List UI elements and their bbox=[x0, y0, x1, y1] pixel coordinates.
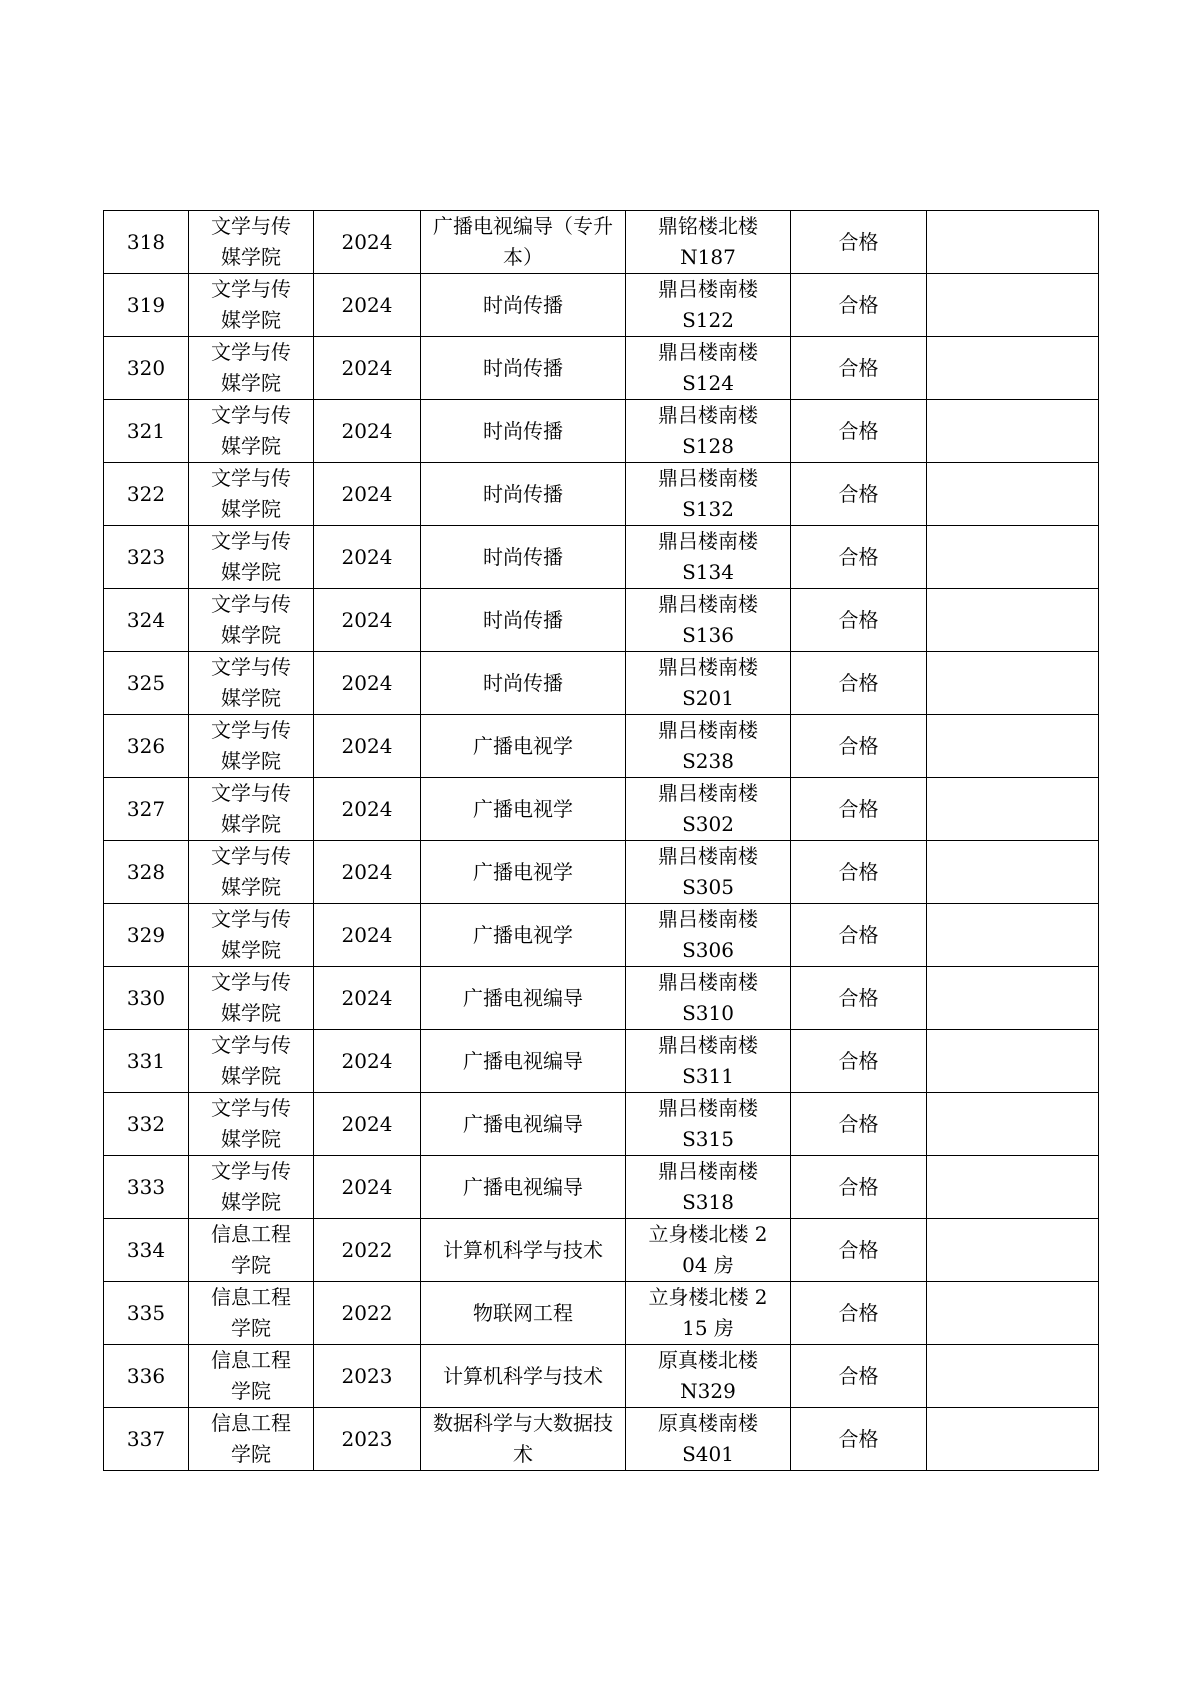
table-row bbox=[104, 1345, 1099, 1408]
year-text: 2024 bbox=[341, 733, 393, 758]
room-cell bbox=[626, 337, 791, 400]
year-text: 2022 bbox=[341, 1300, 393, 1325]
table-row bbox=[104, 1093, 1099, 1156]
major-text: 计算机科学与技术 bbox=[443, 1237, 603, 1262]
result-text: 合格 bbox=[838, 229, 879, 254]
major-text: 广播电视编导 bbox=[463, 1111, 583, 1136]
year-text: 2024 bbox=[341, 922, 393, 947]
college-text: 文学与传媒学院 bbox=[211, 844, 291, 899]
room-text: 原真楼北楼 N329 bbox=[658, 1348, 758, 1403]
major-text: 广播电视编导（专升本） bbox=[433, 214, 613, 269]
result-cell bbox=[791, 1156, 927, 1219]
year-cell bbox=[314, 841, 421, 904]
room-cell bbox=[626, 463, 791, 526]
result-cell bbox=[791, 526, 927, 589]
room-text: 立身楼北楼 215 房 bbox=[648, 1285, 768, 1340]
room-text: 立身楼北楼 204 房 bbox=[648, 1222, 768, 1277]
table-row bbox=[104, 904, 1099, 967]
year-text: 2023 bbox=[341, 1363, 393, 1388]
result-cell bbox=[791, 589, 927, 652]
major-cell bbox=[421, 652, 626, 715]
major-text: 时尚传播 bbox=[483, 544, 563, 569]
major-text: 物联网工程 bbox=[473, 1300, 573, 1325]
college-text: 文学与传媒学院 bbox=[211, 781, 291, 836]
remark-cell bbox=[927, 1408, 1099, 1471]
college-text: 文学与传媒学院 bbox=[211, 340, 291, 395]
remark-cell bbox=[927, 1030, 1099, 1093]
major-text: 时尚传播 bbox=[483, 292, 563, 317]
room-cell bbox=[626, 589, 791, 652]
table-row bbox=[104, 1156, 1099, 1219]
major-cell bbox=[421, 715, 626, 778]
row-number-text: 321 bbox=[126, 418, 166, 443]
college-cell bbox=[189, 652, 314, 715]
remark-cell bbox=[927, 337, 1099, 400]
remark-cell bbox=[927, 1219, 1099, 1282]
major-text: 时尚传播 bbox=[483, 481, 563, 506]
room-text: 鼎吕楼南楼 S134 bbox=[658, 529, 758, 584]
year-cell bbox=[314, 1156, 421, 1219]
year-text: 2024 bbox=[341, 418, 393, 443]
year-text: 2024 bbox=[341, 355, 393, 380]
table-row bbox=[104, 589, 1099, 652]
table-row bbox=[104, 337, 1099, 400]
remark-cell bbox=[927, 1282, 1099, 1345]
remark-cell bbox=[927, 715, 1099, 778]
row-number-text: 324 bbox=[126, 607, 166, 632]
room-cell bbox=[626, 967, 791, 1030]
year-cell bbox=[314, 967, 421, 1030]
college-cell bbox=[189, 1219, 314, 1282]
row-number-cell bbox=[104, 1408, 189, 1471]
major-text: 广播电视学 bbox=[473, 733, 573, 758]
college-cell bbox=[189, 526, 314, 589]
result-text: 合格 bbox=[838, 1048, 879, 1073]
row-number-text: 336 bbox=[126, 1363, 166, 1388]
year-cell bbox=[314, 1093, 421, 1156]
room-text: 鼎吕楼南楼 S136 bbox=[658, 592, 758, 647]
row-number-text: 326 bbox=[126, 733, 166, 758]
result-text: 合格 bbox=[838, 1111, 879, 1136]
major-text: 广播电视编导 bbox=[463, 1174, 583, 1199]
year-cell bbox=[314, 211, 421, 274]
major-cell bbox=[421, 1282, 626, 1345]
room-cell bbox=[626, 1156, 791, 1219]
room-text: 鼎吕楼南楼 S315 bbox=[658, 1096, 758, 1151]
row-number-text: 320 bbox=[126, 355, 166, 380]
result-text: 合格 bbox=[838, 1363, 879, 1388]
college-cell bbox=[189, 904, 314, 967]
result-cell bbox=[791, 1219, 927, 1282]
row-number-cell bbox=[104, 589, 189, 652]
room-text: 鼎铭楼北楼 N187 bbox=[658, 214, 758, 269]
room-text: 鼎吕楼南楼 S128 bbox=[658, 403, 758, 458]
table-row bbox=[104, 841, 1099, 904]
college-cell bbox=[189, 1156, 314, 1219]
result-text: 合格 bbox=[838, 1237, 879, 1262]
year-cell bbox=[314, 652, 421, 715]
remark-cell bbox=[927, 400, 1099, 463]
room-cell bbox=[626, 211, 791, 274]
college-cell bbox=[189, 1030, 314, 1093]
major-cell bbox=[421, 274, 626, 337]
result-text: 合格 bbox=[838, 859, 879, 884]
room-text: 鼎吕楼南楼 S132 bbox=[658, 466, 758, 521]
room-cell bbox=[626, 904, 791, 967]
remark-cell bbox=[927, 211, 1099, 274]
table-row bbox=[104, 274, 1099, 337]
result-text: 合格 bbox=[838, 1174, 879, 1199]
college-text: 信息工程学院 bbox=[211, 1411, 291, 1466]
major-cell bbox=[421, 211, 626, 274]
result-cell bbox=[791, 211, 927, 274]
major-cell bbox=[421, 967, 626, 1030]
college-text: 信息工程学院 bbox=[211, 1285, 291, 1340]
college-text: 文学与传媒学院 bbox=[211, 1033, 291, 1088]
year-cell bbox=[314, 778, 421, 841]
row-number-text: 322 bbox=[126, 481, 166, 506]
year-text: 2024 bbox=[341, 481, 393, 506]
table-row bbox=[104, 211, 1099, 274]
table-row bbox=[104, 1408, 1099, 1471]
result-cell bbox=[791, 652, 927, 715]
result-cell bbox=[791, 1093, 927, 1156]
table-row bbox=[104, 1030, 1099, 1093]
result-text: 合格 bbox=[838, 544, 879, 569]
result-cell bbox=[791, 715, 927, 778]
major-cell bbox=[421, 1093, 626, 1156]
remark-cell bbox=[927, 1156, 1099, 1219]
result-cell bbox=[791, 337, 927, 400]
row-number-cell bbox=[104, 715, 189, 778]
year-text: 2024 bbox=[341, 607, 393, 632]
college-cell bbox=[189, 337, 314, 400]
major-text: 广播电视学 bbox=[473, 859, 573, 884]
college-text: 文学与传媒学院 bbox=[211, 403, 291, 458]
year-cell bbox=[314, 1219, 421, 1282]
year-cell bbox=[314, 274, 421, 337]
year-cell bbox=[314, 526, 421, 589]
major-cell bbox=[421, 526, 626, 589]
row-number-text: 329 bbox=[126, 922, 166, 947]
room-text: 鼎吕楼南楼 S124 bbox=[658, 340, 758, 395]
major-text: 广播电视学 bbox=[473, 796, 573, 821]
remark-cell bbox=[927, 463, 1099, 526]
result-cell bbox=[791, 400, 927, 463]
result-cell bbox=[791, 1282, 927, 1345]
year-cell bbox=[314, 589, 421, 652]
table-row bbox=[104, 1219, 1099, 1282]
major-text: 时尚传播 bbox=[483, 607, 563, 632]
result-text: 合格 bbox=[838, 1426, 879, 1451]
row-number-cell bbox=[104, 400, 189, 463]
major-text: 数据科学与大数据技术 bbox=[433, 1411, 613, 1466]
year-text: 2022 bbox=[341, 1237, 393, 1262]
room-cell bbox=[626, 841, 791, 904]
year-cell bbox=[314, 337, 421, 400]
row-number-cell bbox=[104, 526, 189, 589]
remark-cell bbox=[927, 1345, 1099, 1408]
year-text: 2024 bbox=[341, 796, 393, 821]
college-cell bbox=[189, 400, 314, 463]
result-cell bbox=[791, 904, 927, 967]
result-text: 合格 bbox=[838, 985, 879, 1010]
row-number-cell bbox=[104, 274, 189, 337]
major-cell bbox=[421, 589, 626, 652]
college-text: 文学与传媒学院 bbox=[211, 1159, 291, 1214]
result-cell bbox=[791, 841, 927, 904]
result-cell bbox=[791, 463, 927, 526]
college-cell bbox=[189, 967, 314, 1030]
row-number-cell bbox=[104, 778, 189, 841]
room-cell bbox=[626, 1282, 791, 1345]
college-text: 文学与传媒学院 bbox=[211, 529, 291, 584]
row-number-text: 330 bbox=[126, 985, 166, 1010]
result-text: 合格 bbox=[838, 292, 879, 317]
major-cell bbox=[421, 400, 626, 463]
major-cell bbox=[421, 778, 626, 841]
row-number-text: 325 bbox=[126, 670, 166, 695]
college-text: 文学与传媒学院 bbox=[211, 718, 291, 773]
college-text: 信息工程学院 bbox=[211, 1222, 291, 1277]
remark-cell bbox=[927, 652, 1099, 715]
college-cell bbox=[189, 715, 314, 778]
result-text: 合格 bbox=[838, 418, 879, 443]
remark-cell bbox=[927, 1093, 1099, 1156]
room-text: 鼎吕楼南楼 S122 bbox=[658, 277, 758, 332]
result-text: 合格 bbox=[838, 355, 879, 380]
year-cell bbox=[314, 1030, 421, 1093]
row-number-cell bbox=[104, 211, 189, 274]
table-row bbox=[104, 463, 1099, 526]
remark-cell bbox=[927, 967, 1099, 1030]
row-number-text: 333 bbox=[126, 1174, 166, 1199]
room-cell bbox=[626, 1345, 791, 1408]
college-cell bbox=[189, 1408, 314, 1471]
inspection-table bbox=[103, 210, 1099, 1471]
major-cell bbox=[421, 1219, 626, 1282]
college-cell bbox=[189, 1093, 314, 1156]
major-cell bbox=[421, 1030, 626, 1093]
table-row bbox=[104, 1282, 1099, 1345]
year-cell bbox=[314, 1282, 421, 1345]
room-cell bbox=[626, 1408, 791, 1471]
major-cell bbox=[421, 841, 626, 904]
remark-cell bbox=[927, 589, 1099, 652]
college-text: 信息工程学院 bbox=[211, 1348, 291, 1403]
table-row bbox=[104, 400, 1099, 463]
room-text: 鼎吕楼南楼 S318 bbox=[658, 1159, 758, 1214]
major-text: 广播电视编导 bbox=[463, 985, 583, 1010]
row-number-cell bbox=[104, 841, 189, 904]
room-text: 原真楼南楼 S401 bbox=[658, 1411, 758, 1466]
college-cell bbox=[189, 1282, 314, 1345]
row-number-text: 337 bbox=[126, 1426, 166, 1451]
year-cell bbox=[314, 1408, 421, 1471]
year-cell bbox=[314, 400, 421, 463]
room-cell bbox=[626, 652, 791, 715]
remark-cell bbox=[927, 526, 1099, 589]
room-cell bbox=[626, 274, 791, 337]
row-number-cell bbox=[104, 652, 189, 715]
college-text: 文学与传媒学院 bbox=[211, 1096, 291, 1151]
room-cell bbox=[626, 1030, 791, 1093]
table-row bbox=[104, 526, 1099, 589]
result-text: 合格 bbox=[838, 670, 879, 695]
year-cell bbox=[314, 463, 421, 526]
room-text: 鼎吕楼南楼 S201 bbox=[658, 655, 758, 710]
major-cell bbox=[421, 337, 626, 400]
major-cell bbox=[421, 463, 626, 526]
row-number-text: 327 bbox=[126, 796, 166, 821]
room-cell bbox=[626, 526, 791, 589]
major-text: 计算机科学与技术 bbox=[443, 1363, 603, 1388]
year-text: 2023 bbox=[341, 1426, 393, 1451]
year-cell bbox=[314, 715, 421, 778]
major-text: 时尚传播 bbox=[483, 670, 563, 695]
row-number-cell bbox=[104, 1219, 189, 1282]
year-text: 2024 bbox=[341, 1048, 393, 1073]
result-text: 合格 bbox=[838, 481, 879, 506]
row-number-cell bbox=[104, 1093, 189, 1156]
room-text: 鼎吕楼南楼 S238 bbox=[658, 718, 758, 773]
result-text: 合格 bbox=[838, 733, 879, 758]
year-text: 2024 bbox=[341, 1174, 393, 1199]
college-text: 文学与传媒学院 bbox=[211, 970, 291, 1025]
row-number-cell bbox=[104, 337, 189, 400]
year-cell bbox=[314, 1345, 421, 1408]
room-text: 鼎吕楼南楼 S311 bbox=[658, 1033, 758, 1088]
row-number-text: 328 bbox=[126, 859, 166, 884]
college-cell bbox=[189, 211, 314, 274]
room-cell bbox=[626, 715, 791, 778]
result-text: 合格 bbox=[838, 922, 879, 947]
remark-cell bbox=[927, 904, 1099, 967]
row-number-cell bbox=[104, 1156, 189, 1219]
row-number-cell bbox=[104, 1030, 189, 1093]
major-text: 时尚传播 bbox=[483, 418, 563, 443]
room-text: 鼎吕楼南楼 S306 bbox=[658, 907, 758, 962]
result-text: 合格 bbox=[838, 796, 879, 821]
major-text: 广播电视编导 bbox=[463, 1048, 583, 1073]
year-text: 2024 bbox=[341, 292, 393, 317]
college-cell bbox=[189, 589, 314, 652]
major-text: 广播电视学 bbox=[473, 922, 573, 947]
result-cell bbox=[791, 1345, 927, 1408]
college-cell bbox=[189, 778, 314, 841]
college-text: 文学与传媒学院 bbox=[211, 214, 291, 269]
row-number-text: 335 bbox=[126, 1300, 166, 1325]
row-number-cell bbox=[104, 967, 189, 1030]
row-number-cell bbox=[104, 463, 189, 526]
college-text: 文学与传媒学院 bbox=[211, 277, 291, 332]
year-text: 2024 bbox=[341, 229, 393, 254]
row-number-text: 323 bbox=[126, 544, 166, 569]
college-cell bbox=[189, 463, 314, 526]
remark-cell bbox=[927, 841, 1099, 904]
major-cell bbox=[421, 1345, 626, 1408]
room-cell bbox=[626, 1219, 791, 1282]
row-number-text: 331 bbox=[126, 1048, 166, 1073]
row-number-text: 332 bbox=[126, 1111, 166, 1136]
table-row bbox=[104, 652, 1099, 715]
result-cell bbox=[791, 1408, 927, 1471]
room-cell bbox=[626, 400, 791, 463]
result-text: 合格 bbox=[838, 607, 879, 632]
year-text: 2024 bbox=[341, 670, 393, 695]
year-text: 2024 bbox=[341, 1111, 393, 1136]
year-text: 2024 bbox=[341, 544, 393, 569]
year-text: 2024 bbox=[341, 859, 393, 884]
result-cell bbox=[791, 967, 927, 1030]
row-number-text: 334 bbox=[126, 1237, 166, 1262]
major-cell bbox=[421, 1408, 626, 1471]
row-number-cell bbox=[104, 904, 189, 967]
college-cell bbox=[189, 274, 314, 337]
college-text: 文学与传媒学院 bbox=[211, 655, 291, 710]
major-cell bbox=[421, 1156, 626, 1219]
room-cell bbox=[626, 1093, 791, 1156]
table-row bbox=[104, 715, 1099, 778]
year-cell bbox=[314, 904, 421, 967]
major-text: 时尚传播 bbox=[483, 355, 563, 380]
year-text: 2024 bbox=[341, 985, 393, 1010]
remark-cell bbox=[927, 778, 1099, 841]
result-text: 合格 bbox=[838, 1300, 879, 1325]
result-cell bbox=[791, 778, 927, 841]
table-body bbox=[104, 211, 1099, 1471]
college-text: 文学与传媒学院 bbox=[211, 592, 291, 647]
room-cell bbox=[626, 778, 791, 841]
row-number-text: 318 bbox=[126, 229, 166, 254]
row-number-text: 319 bbox=[126, 292, 166, 317]
major-cell bbox=[421, 904, 626, 967]
college-cell bbox=[189, 1345, 314, 1408]
room-text: 鼎吕楼南楼 S302 bbox=[658, 781, 758, 836]
college-text: 文学与传媒学院 bbox=[211, 466, 291, 521]
college-cell bbox=[189, 841, 314, 904]
table-row bbox=[104, 778, 1099, 841]
result-cell bbox=[791, 1030, 927, 1093]
row-number-cell bbox=[104, 1282, 189, 1345]
result-cell bbox=[791, 274, 927, 337]
remark-cell bbox=[927, 274, 1099, 337]
table-row bbox=[104, 967, 1099, 1030]
row-number-cell bbox=[104, 1345, 189, 1408]
room-text: 鼎吕楼南楼 S305 bbox=[658, 844, 758, 899]
college-text: 文学与传媒学院 bbox=[211, 907, 291, 962]
room-text: 鼎吕楼南楼 S310 bbox=[658, 970, 758, 1025]
